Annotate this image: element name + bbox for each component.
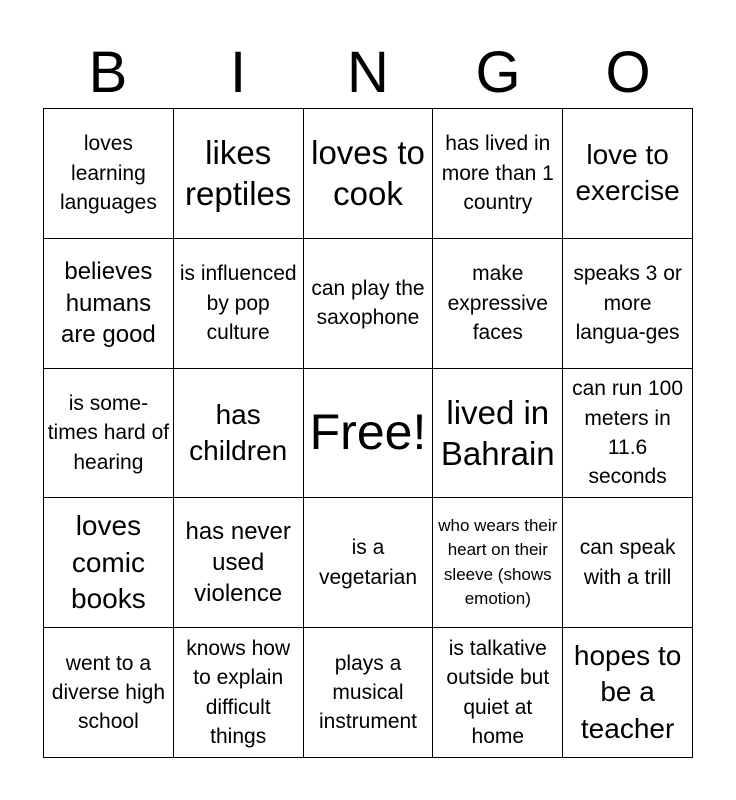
bingo-cell[interactable] <box>433 369 563 499</box>
bingo-cell[interactable] <box>44 628 174 758</box>
cell-text: has children <box>189 398 288 466</box>
bingo-cell[interactable] <box>304 498 434 628</box>
cell-text: speaks 3 or more langua-ges <box>573 262 682 344</box>
bingo-cell[interactable] <box>433 239 563 369</box>
cell-text: love to exercise <box>575 139 680 207</box>
bingo-cell[interactable] <box>563 109 693 239</box>
bingo-cell[interactable] <box>563 239 693 369</box>
bingo-cell[interactable] <box>174 498 304 628</box>
bingo-cell[interactable] <box>433 498 563 628</box>
bingo-cell[interactable] <box>304 239 434 369</box>
cell-text: Free! <box>309 404 427 461</box>
bingo-cell[interactable] <box>44 498 174 628</box>
cell-text: went to a diverse high school <box>51 651 166 734</box>
cell-text: hopes to be a teacher <box>573 640 682 744</box>
cell-text: has never used violence <box>185 518 291 608</box>
bingo-cell[interactable] <box>174 369 304 499</box>
cell-text: is some-times hard of hearing <box>47 391 170 474</box>
free-space-cell[interactable] <box>304 369 434 499</box>
cell-text: loves comic books <box>71 510 146 614</box>
header-letter-n: N <box>347 40 389 105</box>
cell-text: can run 100 meters in 11.6 seconds <box>572 377 684 489</box>
cell-text: loves learning languages <box>59 132 157 215</box>
bingo-board <box>43 108 693 758</box>
bingo-cell[interactable] <box>563 498 693 628</box>
cell-text: who wears their heart on their sleeve (shows emotion) <box>438 515 558 609</box>
cell-text: knows how to explain difficult things <box>186 636 291 748</box>
bingo-header <box>43 36 693 110</box>
bingo-cell[interactable] <box>174 239 304 369</box>
bingo-cell[interactable] <box>44 109 174 239</box>
bingo-cell[interactable] <box>433 109 563 239</box>
header-letter-b: B <box>88 40 128 105</box>
bingo-cell[interactable] <box>563 369 693 499</box>
bingo-cell[interactable] <box>563 628 693 758</box>
bingo-cell[interactable] <box>44 369 174 499</box>
bingo-cell[interactable] <box>304 628 434 758</box>
cell-text: make expressive faces <box>447 262 548 344</box>
cell-text: can play the saxophone <box>311 276 425 330</box>
cell-text: is influenced by pop culture <box>179 262 297 344</box>
cell-text: is a vegetarian <box>318 536 418 589</box>
bingo-cell[interactable] <box>304 109 434 239</box>
bingo-cell[interactable] <box>433 628 563 758</box>
header-letter-i: I <box>229 40 247 105</box>
cell-text: likes reptiles <box>185 134 292 213</box>
bingo-cell[interactable] <box>174 628 304 758</box>
cell-text: has lived in more than 1 country <box>441 132 554 215</box>
bingo-cell[interactable] <box>44 239 174 369</box>
cell-text: lived in Bahrain <box>440 393 555 472</box>
cell-text: plays a musical instrument <box>318 651 418 734</box>
cell-text: loves to cook <box>311 134 425 213</box>
header-letter-g: G <box>475 40 521 105</box>
cell-text: believes humans are good <box>61 258 156 348</box>
cell-text: is talkative outside but quiet at home <box>446 636 550 748</box>
cell-text: can speak with a trill <box>579 536 676 589</box>
header-letter-o: O <box>605 40 651 105</box>
bingo-cell[interactable] <box>174 109 304 239</box>
